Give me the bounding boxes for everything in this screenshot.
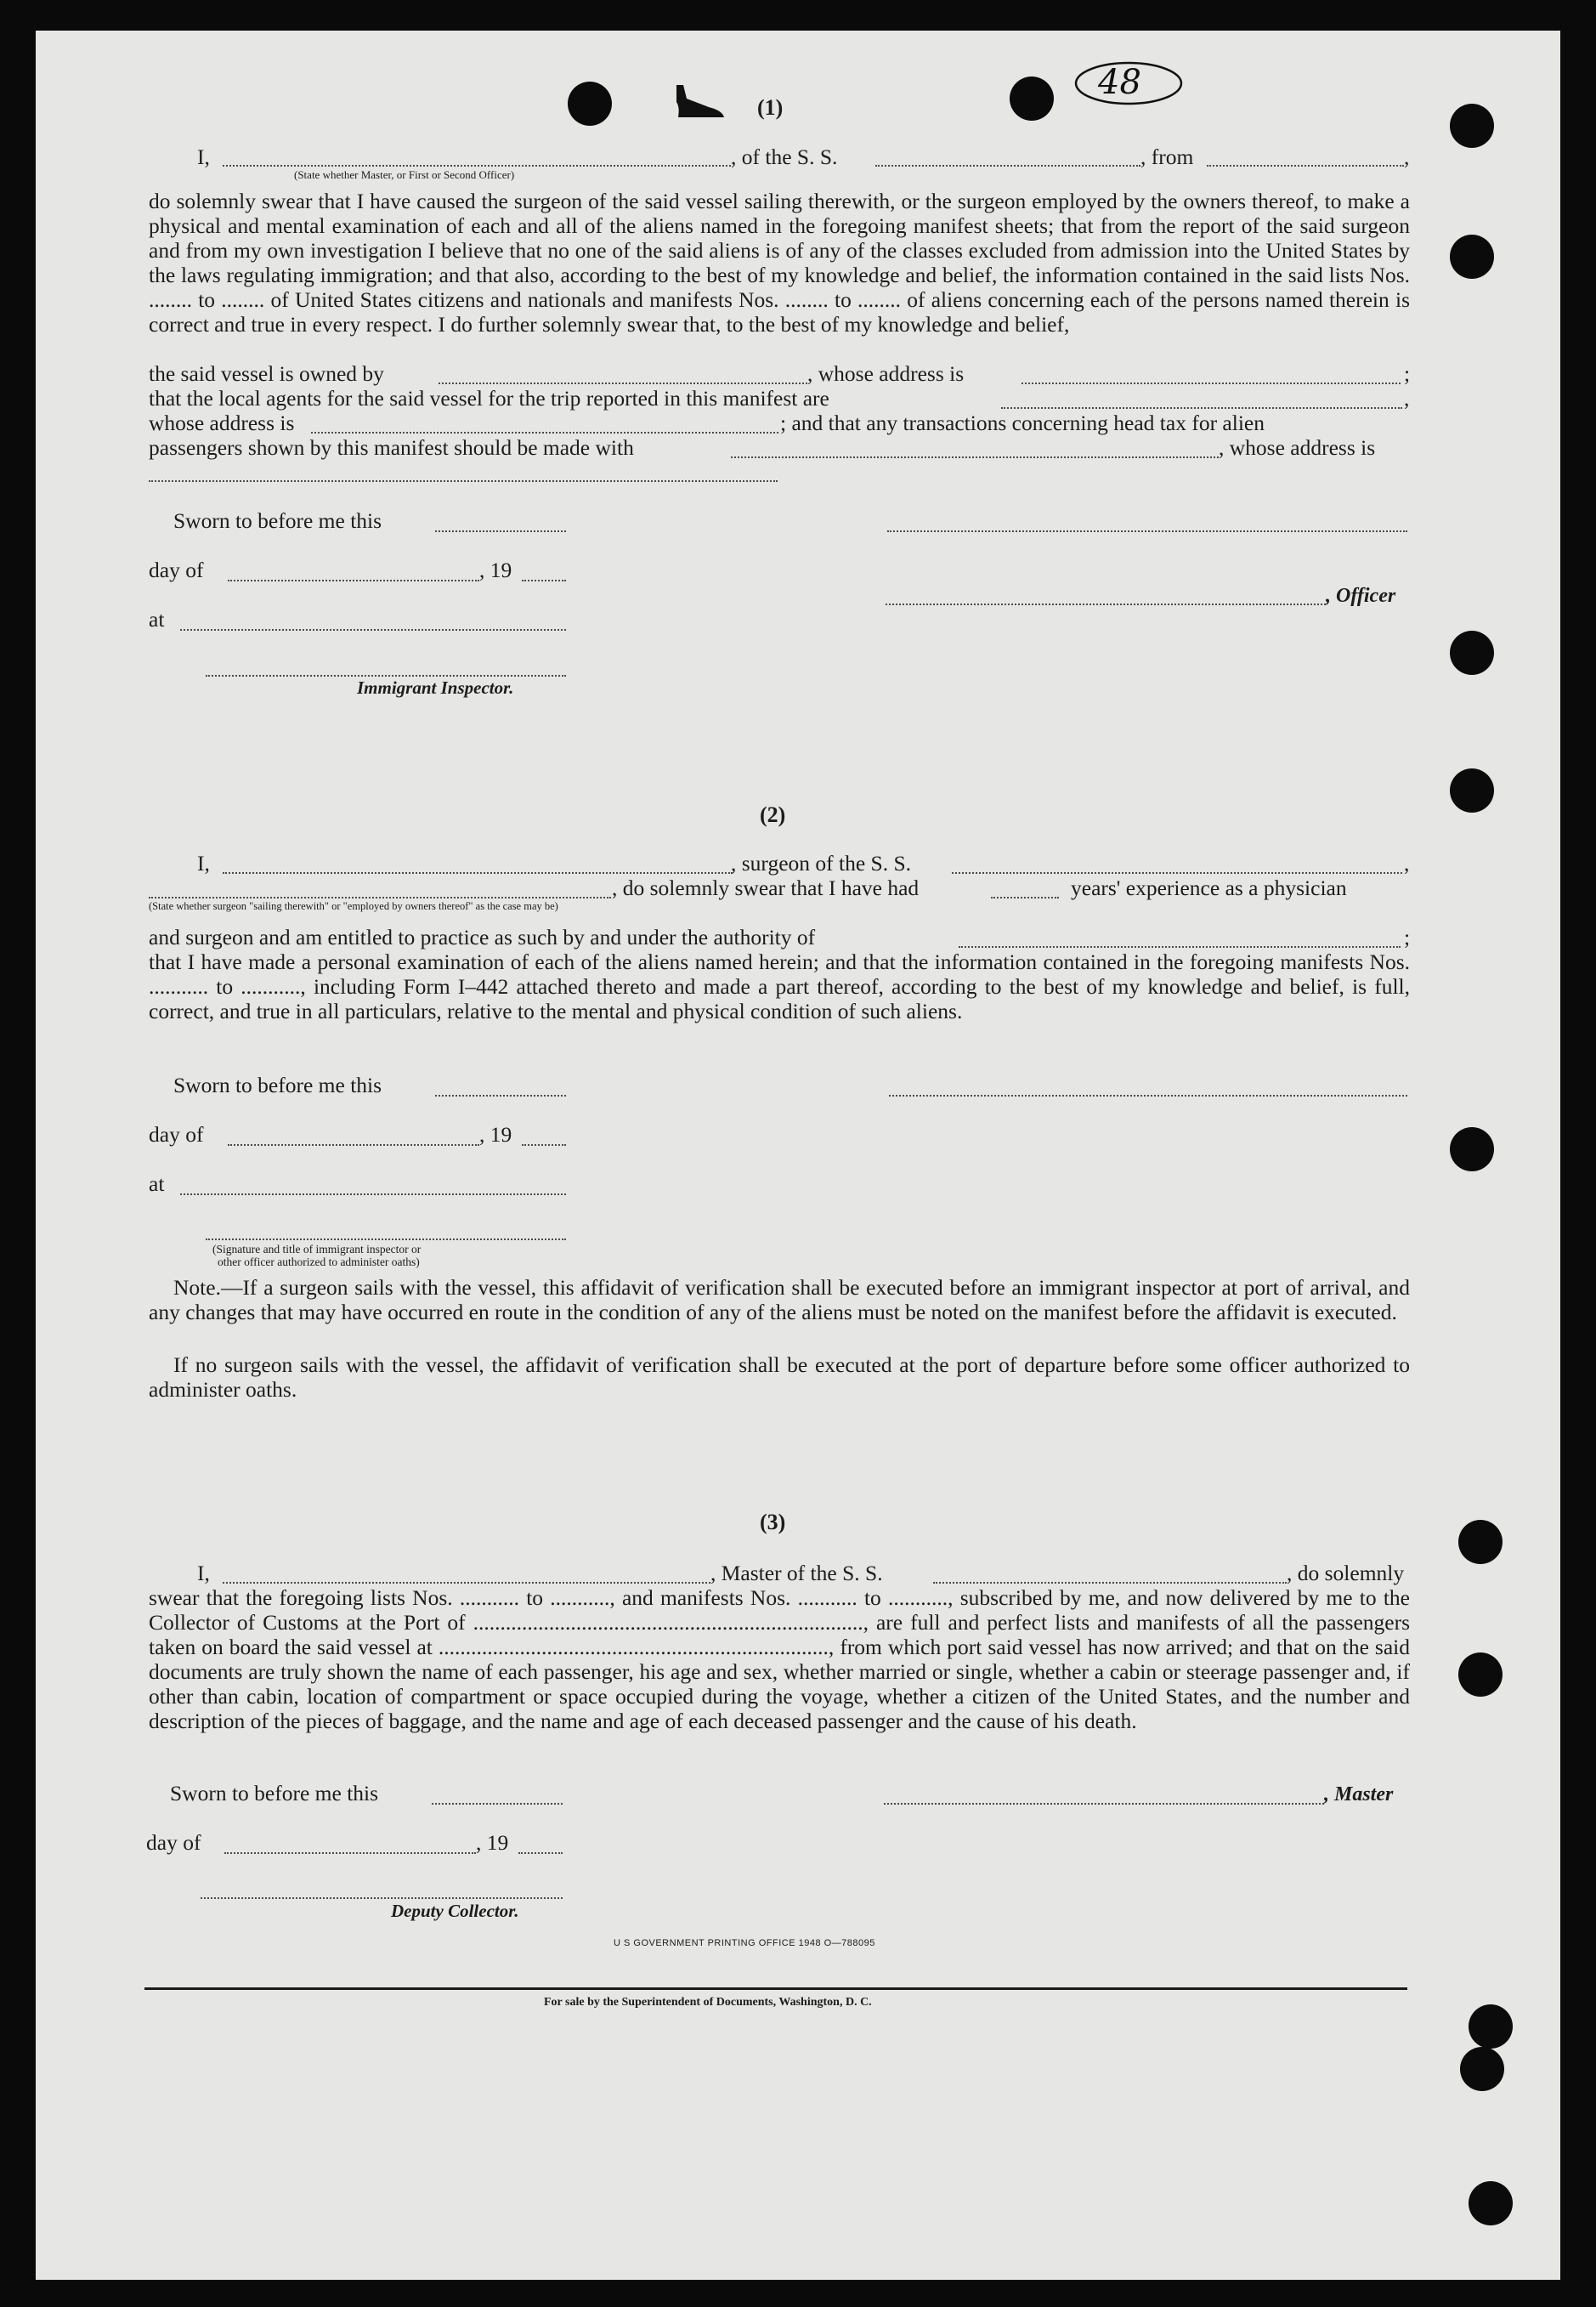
surgeon-name-field[interactable] — [223, 870, 733, 874]
ship-name-field[interactable] — [875, 163, 1140, 167]
s3-i: I, — [197, 1561, 210, 1585]
officer-rank-field[interactable] — [223, 163, 731, 167]
section-2-body: that I have made a personal examination of each of the aliens named herein; and that the information contained in the foregoing manifests Nos. ........... to ..........., including Form I–442 attached thereto and made a part thereof, according to the best of my knowledge and belief, is full, correct, and true in all particulars, relative to the mental and physical condition of such aliens. — [149, 949, 1410, 1023]
owned-by-label: the said vessel is owned by — [149, 361, 384, 386]
s2-year: , 19 — [479, 1122, 512, 1147]
punch-hole — [1460, 2047, 1504, 2091]
note-paragraph-1: Note.—If a surgeon sails with the vessel, this affidavit of verification shall be executed before an immigrant inspector at port of arrival, and any changes that may have occurred en route in the condition of any of the aliens must be noted on the manifest before the affidavit is executed. — [149, 1275, 1410, 1324]
passengers-text: passengers shown by this manifest should be made with — [149, 435, 634, 460]
punch-hole — [1458, 1652, 1503, 1697]
local-agents-field[interactable] — [1001, 405, 1402, 409]
punch-hole — [1469, 2181, 1513, 2225]
punch-hole — [1010, 77, 1054, 121]
shoe-stamp-mark — [671, 82, 731, 121]
punch-hole — [1450, 104, 1494, 148]
s3-year-field[interactable] — [518, 1851, 563, 1854]
signature-note-line-2: other officer authorized to administer oaths) — [218, 1256, 420, 1268]
punch-hole — [1450, 235, 1494, 279]
officer-label: , Officer — [1326, 585, 1396, 607]
section-3-heading: (3) — [760, 1510, 786, 1534]
agents-address-field[interactable] — [311, 430, 778, 434]
punch-hole — [1458, 1520, 1503, 1564]
inspector-signature-field[interactable] — [206, 673, 566, 677]
s1-of-ss: , of the S. S. — [731, 145, 838, 169]
s2-place-field[interactable] — [180, 1192, 566, 1195]
s2-semicolon: ; — [1404, 925, 1411, 949]
s2-sworn: Sworn to before me this — [173, 1073, 382, 1097]
s1-sworn: Sworn to before me this — [173, 508, 382, 533]
s1-day-of: day of — [149, 558, 204, 582]
master-label: , Master — [1324, 1783, 1394, 1805]
s3-do-solemnly: , do solemnly — [1287, 1561, 1405, 1585]
authority-text: and surgeon and am entitled to practice as such by and under the authority of — [149, 925, 816, 949]
head-tax-address-label: , whose address is — [1219, 435, 1376, 460]
years-experience-field[interactable] — [991, 895, 1059, 898]
s2-day-of: day of — [149, 1122, 204, 1147]
punch-hole — [1450, 768, 1494, 813]
surgeon-type-note: (State whether surgeon "sailing therewith" or "employed by owners thereof" as the case may be) — [149, 900, 558, 912]
s2-i: I, — [197, 851, 210, 876]
section-1-heading: (1) — [757, 95, 784, 120]
owner-address-field[interactable] — [1022, 381, 1401, 384]
surgeon-type-field[interactable] — [149, 895, 611, 898]
head-tax-address-field[interactable] — [149, 479, 778, 482]
authority-field[interactable] — [959, 944, 1401, 948]
s1-sworn-date-field[interactable] — [435, 529, 566, 532]
punch-hole — [1469, 2004, 1513, 2049]
s2-do-solemnly: , do solemnly swear that I have had — [612, 876, 920, 900]
s1-semicolon: ; — [1404, 361, 1411, 386]
officer-rank-note: (State whether Master, or First or Second Officer) — [294, 168, 515, 181]
s3-sworn-date-field[interactable] — [432, 1801, 563, 1805]
section-3-body: swear that the foregoing lists Nos. ........... to ..........., and manifests Nos. ........... to ..........., subscribed by me, and now delivered by me to the Collector of Customs at the Port of ........................................................................, are full and perfect lists and manifests of all the passengers taken on board the said vessel at ........................................................................, from which port said vessel has now arrived; and that on the said documents are truly shown the name of each passenger, his age and sex, whether married or single, whether a cabin or steerage passenger and, if other than cabin, location of compartment or space occupied during the voyage, whether a citizen of the United States, and the number and description of the pieces of baggage, and the name and age of each deceased passenger and the cause of his death. — [149, 1585, 1410, 1733]
s2-ship-name-field[interactable] — [952, 870, 1402, 874]
signature-note-line-1: (Signature and title of immigrant inspector or — [212, 1243, 422, 1256]
punch-hole — [1450, 1127, 1494, 1171]
s2-inspector-signature-field[interactable] — [206, 1237, 566, 1240]
years-experience-text: years' experience as a physician — [1071, 876, 1347, 900]
s1-place-field[interactable] — [180, 627, 566, 631]
local-agents-label: that the local agents for the said vessel for the trip reported in this manifest are — [149, 386, 829, 411]
head-tax-agent-field[interactable] — [731, 455, 1219, 458]
punch-hole — [1450, 631, 1494, 675]
whose-address-label: , whose address is — [807, 361, 965, 386]
s2-signature-line[interactable] — [889, 1093, 1407, 1097]
immigrant-inspector-label: Immigrant Inspector. — [357, 677, 514, 698]
s1-comma: , — [1404, 145, 1410, 169]
owner-field[interactable] — [439, 381, 807, 384]
head-tax-text: ; and that any transactions concerning head tax for alien — [780, 411, 1265, 435]
s1-year-field[interactable] — [522, 578, 566, 581]
master-of-label: , Master of the S. S. — [710, 1561, 883, 1585]
s3-month-field[interactable] — [224, 1851, 476, 1854]
handwritten-number: 48 — [1072, 60, 1185, 107]
s2-comma: , — [1404, 851, 1410, 876]
for-sale-notice: For sale by the Superintendent of Documents, Washington, D. C. — [544, 1996, 872, 2009]
master-name-field[interactable] — [223, 1580, 710, 1584]
surgeon-of-label: , surgeon of the S. S. — [731, 851, 912, 876]
s1-i: I, — [197, 145, 210, 169]
section-1-body: do solemnly swear that I have caused the surgeon of the said vessel sailing therewith, or the surgeon employed by the owners thereof, to make a physical and mental examination of each and all of the aliens named in the foregoing manifest sheets; that from the report of the said surgeon and from my own investigation I believe that no one of the said aliens is of any of the classes excluded from admission into the United States by the laws regulating immigration; and that also, according to the best of my knowledge and belief, the information contained in the said lists Nos. ........ to ........ of United States citizens and nationals and manifests Nos. ........ to ........ of aliens concerning each of the persons named therein is correct and true in every respect. I do further solemnly swear that, to the best of my knowledge and belief, — [149, 189, 1410, 337]
s1-signature-line[interactable] — [887, 529, 1407, 532]
officer-signature-field[interactable] — [886, 602, 1326, 605]
s1-agents-comma: , — [1404, 386, 1410, 411]
s3-year: , 19 — [476, 1830, 509, 1855]
s1-month-field[interactable] — [228, 578, 479, 581]
s3-day-of: day of — [146, 1830, 201, 1855]
section-2-heading: (2) — [760, 802, 786, 827]
s1-at: at — [149, 607, 165, 632]
master-signature-field[interactable] — [884, 1801, 1324, 1805]
deputy-collector-label: Deputy Collector. — [391, 1901, 519, 1921]
s2-month-field[interactable] — [228, 1142, 479, 1146]
printing-office-imprint: U S GOVERNMENT PRINTING OFFICE 1948 O—788095 — [614, 1938, 875, 1948]
s2-sworn-date-field[interactable] — [435, 1093, 566, 1097]
deputy-signature-field[interactable] — [201, 1896, 563, 1899]
s3-sworn: Sworn to before me this — [170, 1781, 379, 1805]
from-port-field[interactable] — [1207, 163, 1404, 167]
note-paragraph-2: If no surgeon sails with the vessel, the affidavit of verification shall be executed at the port of departure before some officer authorized to administer oaths. — [149, 1352, 1410, 1402]
punch-hole — [568, 82, 612, 126]
s3-ship-name-field[interactable] — [933, 1580, 1287, 1584]
s2-year-field[interactable] — [522, 1142, 566, 1146]
agents-address-label: whose address is — [149, 411, 295, 435]
s1-from: , from — [1140, 145, 1194, 169]
footer-rule — [144, 1987, 1407, 1990]
s1-year: , 19 — [479, 558, 512, 582]
s2-at: at — [149, 1171, 165, 1196]
